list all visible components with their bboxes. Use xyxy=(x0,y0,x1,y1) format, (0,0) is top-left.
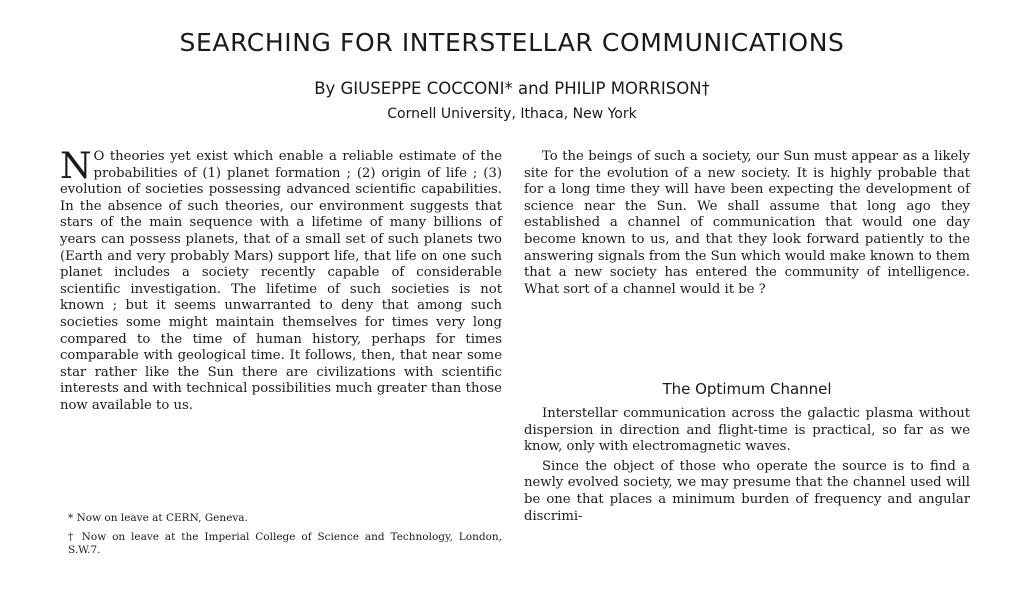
left-column xyxy=(60,146,502,415)
article-title: SEARCHING FOR INTERSTELLAR COMMUNICATIONS xyxy=(179,28,845,57)
society-paragraph: To the beings of such a society, our Sun must appear as a likely site for the evolution of a new society. It is highly probable that for a long time they will have been expecting the development of science near the Sun. We shall assume that long ago they established a channel of communication that would one day become known to us, and that they look forward patiently to the answering signals from the Sun which would make known to them that a new society has entered the community of intelligence. What sort of a channel would it be ? xyxy=(524,149,970,297)
channel-paragraph: Since the object of those who operate the source is to find a newly evolved society, we may presume that the channel used will be one that places a minimum burden of frequency and angular discrimi- xyxy=(524,458,970,524)
intro-paragraph-text: O theories yet exist which enable a reliable estimate of the probabilities of (1) planet formation ; (2) origin of life ; (3) evolution of societies possessing advanced scientific capabilities. In the absence of such theories, our environment suggests that stars of the main sequence with a lifetime of many billions of years can possess planets, that of a small set of such planets two (Earth and very probably Mars) support life, that life on one such planet includes a society recently capable of considerable scientific investigation. The lifetime of such societies is not known ; but it seems unwarranted to deny that among such societies some might maintain themselves for times very long compared to the time of human history, perhaps for times comparable with geological time. It follows, then, that near some star rather like the Sun there are civilizations with scientific interests and with technical possibilities much greater than those now available to us. xyxy=(60,149,502,413)
drop-cap: N xyxy=(60,146,92,187)
author-affiliation: Cornell University, Ithaca, New York xyxy=(387,106,637,122)
footnote-imperial-college: † Now on leave at the Imperial College of Science and Technology, London, S.W.7. xyxy=(68,530,502,556)
footnote-cern: * Now on leave at CERN, Geneva. xyxy=(68,512,248,524)
optimum-channel-section xyxy=(524,406,970,525)
electromagnetic-paragraph: Interstellar communication across the galactic plasma without dispersion in direction and flight-time is practical, so far as we know, only with electromagnetic waves. xyxy=(524,406,970,455)
right-column xyxy=(524,149,970,298)
footnotes xyxy=(60,512,502,563)
section-heading-optimum-channel: The Optimum Channel xyxy=(662,380,832,398)
intro-paragraph xyxy=(60,146,502,415)
article-byline: By GIUSEPPE COCCONI* and PHILIP MORRISON† xyxy=(314,79,710,98)
